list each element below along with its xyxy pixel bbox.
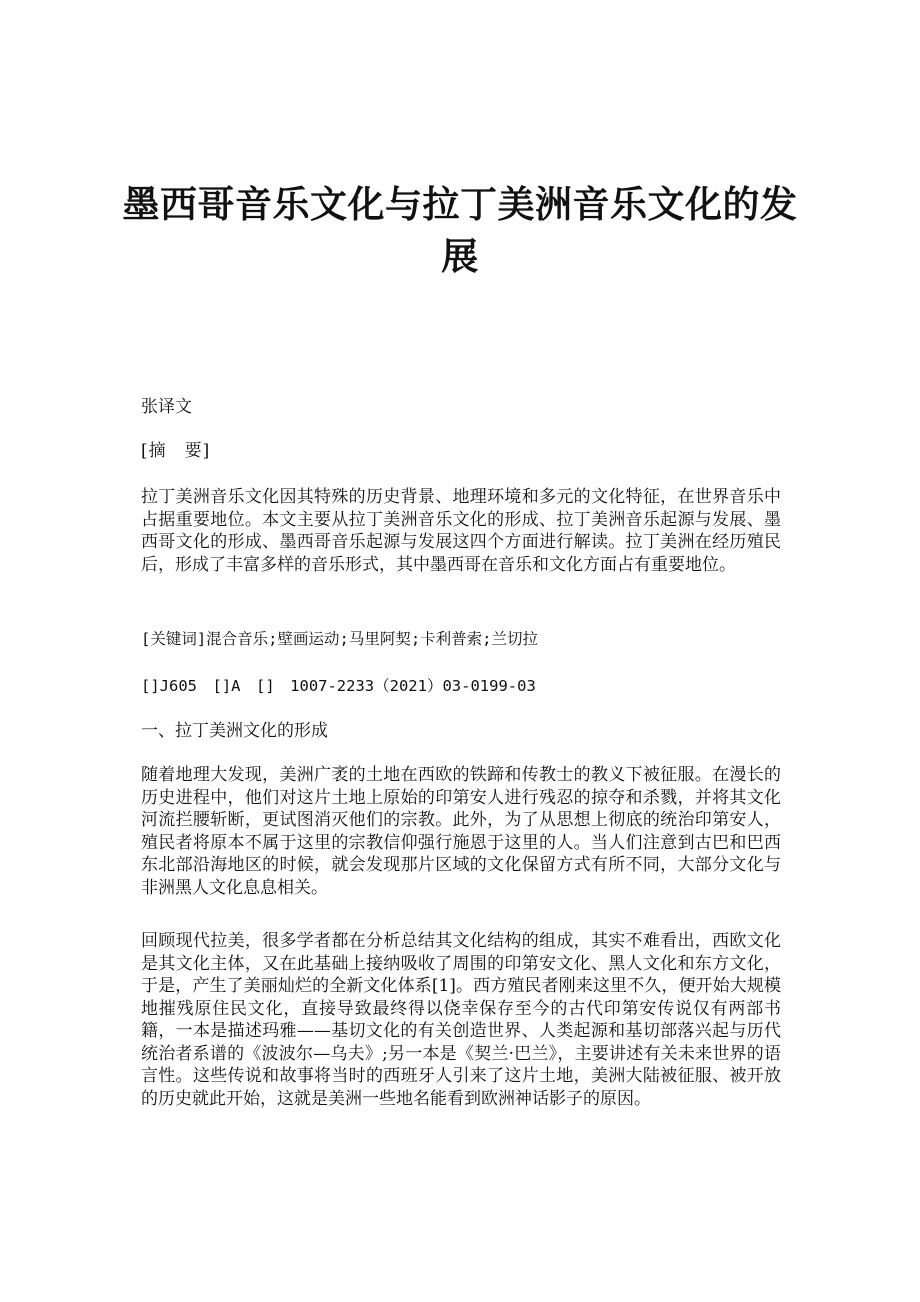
author-name: 张译文 xyxy=(141,397,192,417)
section-heading: 一、拉丁美洲文化的形成 xyxy=(141,721,328,741)
abstract-text: 拉丁美洲音乐文化因其特殊的历史背景、地理环境和多元的文化特征，在世界音乐中占据重要地位。本文主要从拉丁美洲音乐文化的形成、拉丁美洲音乐起源与发展、墨西哥文化的形成、墨西哥音乐起源与发展这四个方面进行解读。拉丁美洲在经历殖民后，形成了丰富多样的音乐形式，其中墨西哥在音乐和文化方面占有重要地位。 xyxy=(141,487,781,575)
abstract-label: [摘 要] xyxy=(141,441,211,461)
keywords-line: [关键词]混合音乐;壁画运动;马里阿契;卡利普索;兰切拉 xyxy=(141,630,538,648)
document-title: 墨西哥音乐文化与拉丁美洲音乐文化的发展 xyxy=(122,182,798,278)
classification-line: []J605 []A [] 1007-2233（2021）03-0199-03 xyxy=(141,677,536,695)
body-paragraph-1: 随着地理大发现，美洲广袤的土地在西欧的铁蹄和传教士的教义下被征服。在漫长的历史进程中，他们对这片土地上原始的印第安人进行残忍的掠夺和杀戮，并将其文化河流拦腰斩断，更试图消灭他们的宗教。此外，为了从思想上彻底的统治印第安人，殖民者将原本不属于这里的宗教信仰强行施恩于这里的人。当人们注意到古巴和巴西东北部沿海地区的时候，就会发现那片区域的文化保留方式有所不同，大部分文化与非洲黑人文化息息相关。 xyxy=(141,765,781,898)
body-paragraph-2: 回顾现代拉美，很多学者都在分析总结其文化结构的组成，其实不难看出，西欧文化是其文化主体，又在此基础上接纳吸收了周围的印第安文化、黑人文化和东方文化，于是，产生了美丽灿烂的全新文化体系[1]。西方殖民者刚来这里不久，便开始大规模地摧残原住民文化，直接导致最终得以侥幸保存至今的古代印第安传说仅有两部书籍，一本是描述玛雅——基切文化的有关创造世界、人类起源和基切部落兴起与历代统治者系谱的《波波尔—乌夫》;另一本是《契兰·巴兰》，主要讲述有关未来世界的语言性。这些传说和故事将当时的西班牙人引来了这片土地，美洲大陆被征服、被开放的历史就此开始，这就是美洲一些地名能看到欧洲神话影子的原因。 xyxy=(141,931,781,1109)
